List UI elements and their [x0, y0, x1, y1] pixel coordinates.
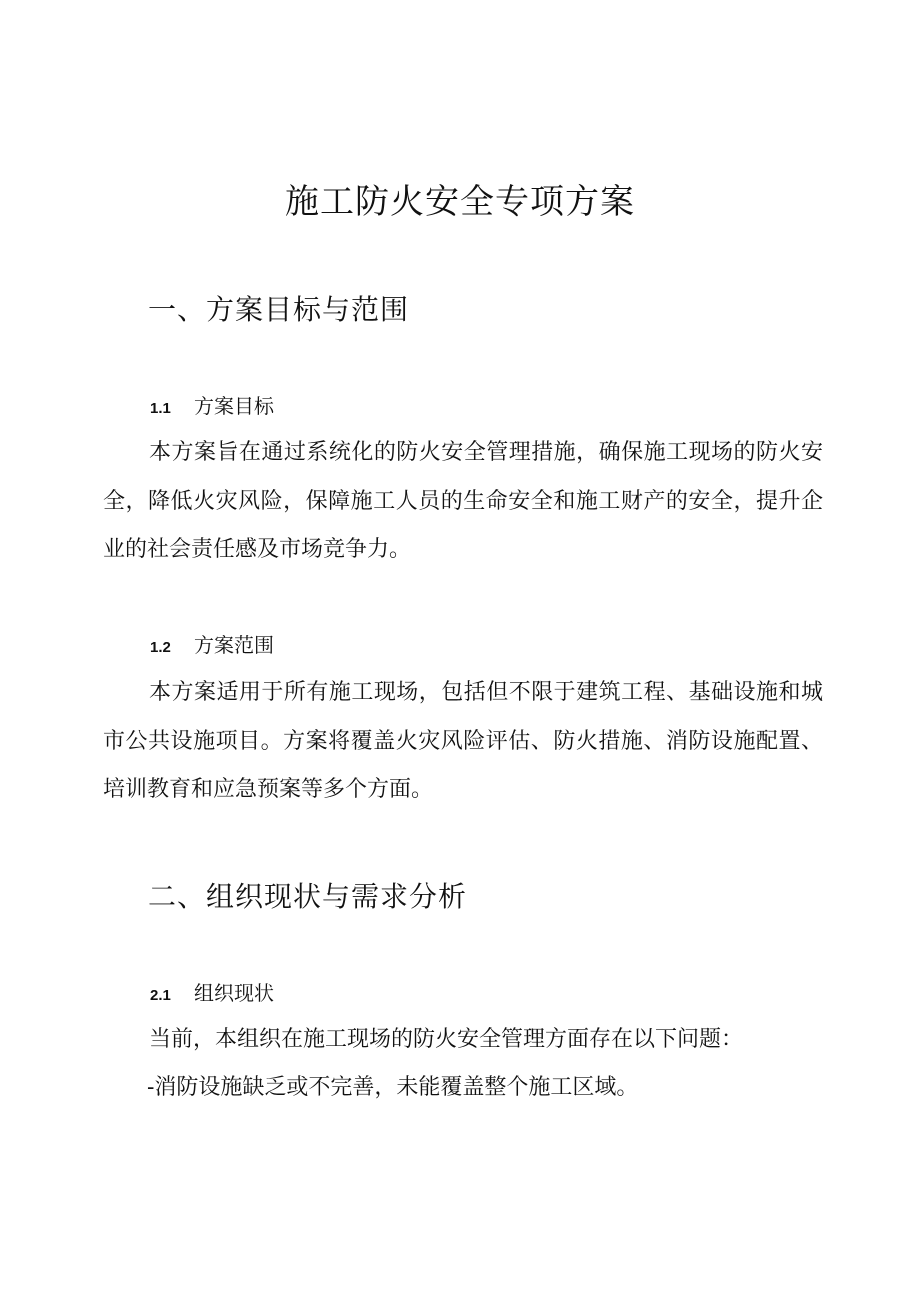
document-title: 施工防火安全专项方案 — [285, 182, 635, 222]
paragraph-1-2: 本方案适用于所有施工现场，包括但不限于建筑工程、基础设施和城市公共设施项目。方案将覆盖火灾风险评估、防火措施、消防设施配置、培训教育和应急预案等多个方面。 — [103, 680, 823, 802]
bullet-item: -消防设施缺乏或不完善，未能覆盖整个施工区域。 — [147, 1075, 639, 1100]
subsection-title: 方案目标 — [194, 394, 274, 418]
subsection-number: 1.1 — [150, 400, 171, 417]
subsection-heading-1-2 — [150, 630, 274, 663]
section-heading-2: 二、组织现状与需求分析 — [148, 880, 468, 913]
subsection-number: 2.1 — [150, 987, 171, 1004]
subsection-heading-1-1 — [150, 391, 274, 424]
paragraph-1-1: 本方案旨在通过系统化的防火安全管理措施，确保施工现场的防火安全，降低火灾风险，保障施工人员的生命安全和施工财产的安全，提升企业的社会责任感及市场竞争力。 — [103, 440, 823, 562]
subsection-number: 1.2 — [150, 639, 171, 656]
section-heading-1: 一、方案目标与范围 — [148, 293, 410, 326]
subsection-title: 方案范围 — [194, 633, 274, 657]
paragraph-2-1: 当前，本组织在施工现场的防火安全管理方面存在以下问题： — [149, 1027, 744, 1052]
subsection-title: 组织现状 — [194, 981, 274, 1005]
subsection-heading-2-1 — [150, 978, 274, 1011]
